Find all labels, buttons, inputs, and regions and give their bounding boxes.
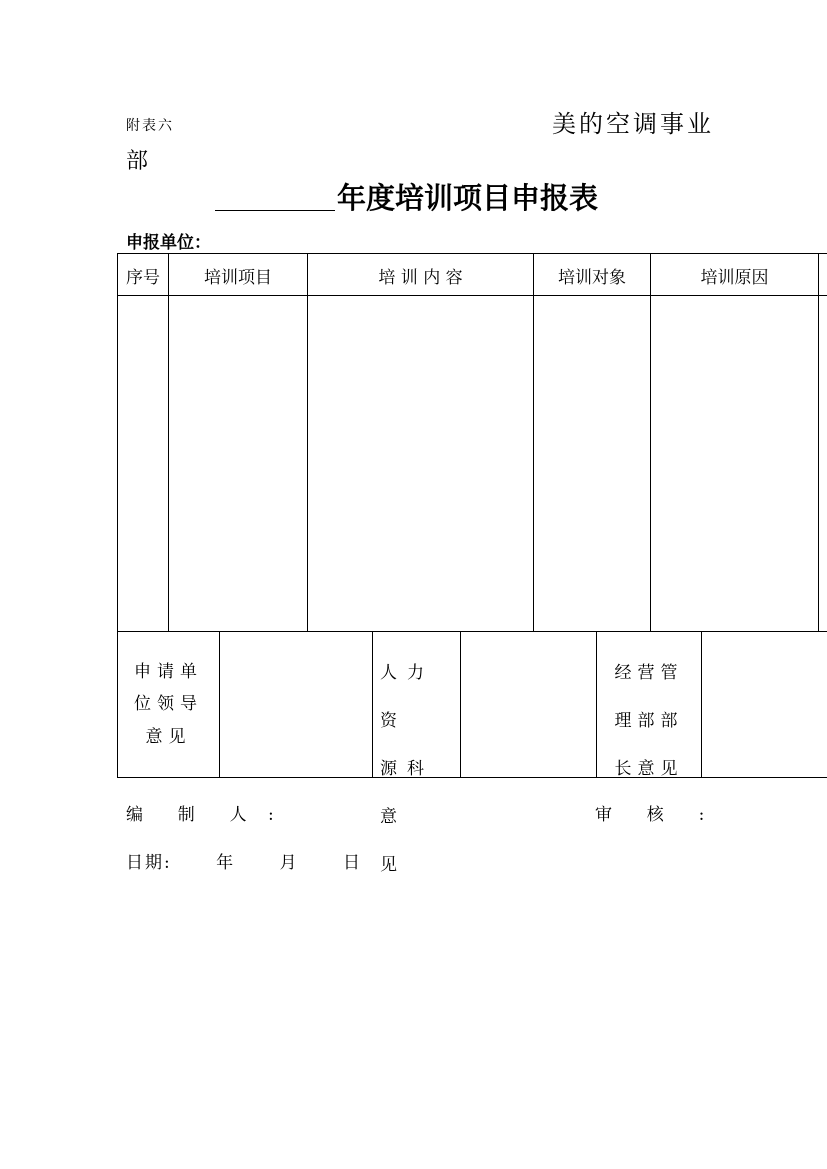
signoff-divider <box>596 631 597 777</box>
label-line: 位领导 <box>134 694 203 715</box>
column-header-content: 培 训 内 容 <box>378 267 463 288</box>
date-label: 日期: 年 月 日 <box>126 853 362 873</box>
table-border-bottom <box>117 777 827 778</box>
label-line: 意见 <box>145 726 192 747</box>
table-row[interactable] <box>118 296 827 631</box>
reviewer-label: 审 核 : <box>595 805 713 825</box>
company-name-continued: 部 <box>126 149 149 174</box>
dept-leader-opinion-field[interactable] <box>220 632 372 777</box>
label-line: 理部部 <box>614 711 684 731</box>
appendix-label: 附表六 <box>126 118 174 134</box>
column-header-target: 培训对象 <box>558 267 626 288</box>
ops-director-opinion-field[interactable] <box>702 632 827 777</box>
prepared-by-label: 编 制 人 : <box>126 805 282 825</box>
page-title: 年度培训项目申报表 <box>337 181 599 215</box>
column-header-reason: 培训原因 <box>700 267 769 288</box>
column-header-seq: 序号 <box>126 267 160 288</box>
column-header-project: 培训项目 <box>204 267 272 288</box>
reporting-unit-label: 申报单位： <box>126 233 211 253</box>
hr-opinion-field[interactable] <box>461 632 596 777</box>
dept-leader-opinion-label <box>118 656 219 753</box>
year-blank-field[interactable] <box>215 210 335 211</box>
hr-opinion-label <box>380 649 460 889</box>
label-line: 源科意 <box>380 759 434 827</box>
label-line: 经营管 <box>614 663 684 683</box>
label-line: 申请单 <box>134 662 203 682</box>
company-name: 美的空调事业 <box>552 110 714 138</box>
label-line: 见 <box>380 855 407 875</box>
signoff-divider <box>372 631 373 777</box>
ops-director-opinion-label <box>605 649 693 793</box>
label-line: 长意见 <box>614 759 684 779</box>
label-line: 人力资 <box>380 663 434 731</box>
